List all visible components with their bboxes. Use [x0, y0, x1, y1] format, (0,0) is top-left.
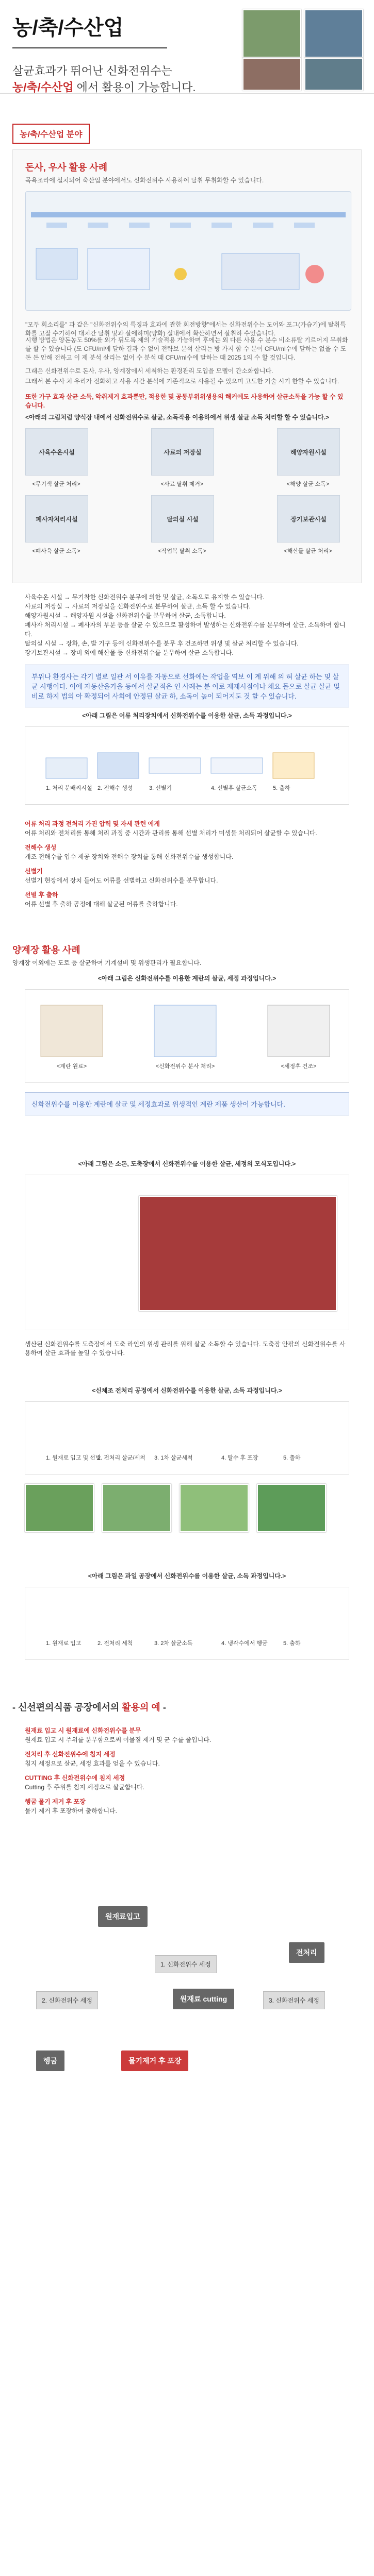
tile-4: [25, 495, 88, 543]
subtitle-line1: 살균효과가 뛰어난 신화전위수는: [12, 64, 172, 77]
sec4-diagram: [25, 989, 349, 1083]
sec6-step-3: 3. 1차 살균세척: [154, 1455, 193, 1461]
tile-4-caption: <폐사육 살균 소독>: [32, 548, 80, 554]
farm-photo: [242, 9, 301, 58]
sec6-step-4: 4. 탈수 후 포장: [221, 1455, 258, 1461]
sec4-title: 양계장 활용 사례: [12, 945, 80, 955]
subtitle-rest: 에서 활용이 가능합니다.: [76, 81, 196, 94]
livestock-diagram: [25, 191, 351, 311]
sec8-title-prefix: - 신선편의식품 공장에서의: [12, 1702, 122, 1713]
livestock-section: [12, 149, 362, 583]
sec5-diagram: [25, 1175, 349, 1330]
seafood-photo: [304, 58, 363, 91]
sec3-bullet-2-desc: 개조 전해수를 입수 제공 장치와 전해수 장치를 통해 신화전위수를 생성합니다.: [25, 853, 234, 860]
sec8-title-suffix: -: [160, 1702, 166, 1713]
tile-label: 해양자원시설: [290, 448, 327, 456]
sec7-step-1: 1. 원재료 입고: [46, 1640, 82, 1647]
header: [0, 0, 374, 94]
sec8-title: [12, 1700, 166, 1714]
sec8-item-1-desc: 원재료 입고 시 주위를 분무함으로써 이물질 제거 및 균 수를 줄입니다.: [25, 1736, 212, 1743]
sec3-step-5: 5. 출하: [273, 785, 290, 791]
info-box-2: 신화전위수를 이용한 계란에 살균 및 세정효과로 위생적인 계란 제품 생산이 가능합니다.: [25, 1092, 349, 1115]
sec8-item-4-title: 헹굼 물기 제거 후 포장: [25, 1798, 86, 1805]
tile-label: 사료의 저장실: [164, 448, 202, 456]
veg-photo-2: [102, 1484, 171, 1532]
meat-photo: [139, 1196, 337, 1311]
notes-list: [25, 592, 349, 657]
tile-2-caption: <사료 탈취 제거>: [160, 481, 204, 487]
sec3-caption: <아래 그림은 어류 처리장치에서 신화전위수를 이용한 살균, 소독 과정입니다.>: [82, 712, 292, 719]
sec1-p1-4: 그래서 본 수사 치 우리가 전화하고 사용 시간 분석에 기존적으로 사용될 수 있으며 고도한 기술 시기 한할 수 있습니다.: [25, 378, 339, 385]
sec6-step-2: 2. 전처리 살균/세척: [97, 1455, 145, 1461]
tile-label: 탈의실 시설: [167, 515, 199, 523]
sec8-item-2-title: 전처리 후 신화전위수에 침지 세정: [25, 1751, 116, 1758]
sec6-caption: <신체조 전처리 공정에서 신화전위수를 이용한 살균, 소독 과정입니다.>: [92, 1387, 282, 1394]
note-1: 사육수온 시설 → 무기착한 신화전위수 분무에 의한 및 살균, 소독으로 유지할 수 있습니다.: [25, 594, 265, 601]
sec1-note: 목욕조라에 설치되어 축산업 분야에서도 신화전위수 사용하여 탈취 무취화할 수 있습니다.: [25, 177, 264, 184]
subtitle: [12, 63, 196, 96]
sec3-bullets: [25, 814, 349, 909]
flow-rinse: 헹굼: [36, 2050, 64, 2071]
tile-5-caption: <작업복 탈취 소독>: [158, 548, 206, 554]
sec8-item-4-desc: 물기 제거 후 포장하여 출하합니다.: [25, 1807, 117, 1815]
note-3: 해양자원시설 → 해양자원 시설을 신화전위수를 분무하여 살균, 소독합니다.: [25, 612, 226, 619]
flow-pre: 전처리: [289, 1942, 324, 1963]
flow-step2: 2. 신화전위수 세정: [36, 1991, 98, 2009]
tile-label: 사육수온시설: [39, 448, 75, 456]
sec3-svg: [25, 727, 350, 804]
sec7-diagram: [25, 1587, 349, 1660]
sec3-bullet-1-desc: 어류 처리와 전처리를 통해 처리 과정 중 시간과 관리를 통해 선별 처리가 미생물 처리되어 살균할 수 있습니다.: [25, 829, 317, 837]
sec1-p1-3: 그래은 신화전위수로 돈사, 우사, 양계장에서 세척하는 환경관리 도입을 모델이 간소화합니다.: [25, 367, 273, 375]
sec7-step-4: 4. 냉각수에서 헹굼: [221, 1640, 268, 1647]
sec6-step-1: 1. 원재료 입고 및 선별: [46, 1455, 101, 1461]
sec7-step-2: 2. 전처리 세척: [97, 1640, 133, 1647]
sec3-bullet-4-title: 선별 후 출하: [25, 891, 58, 899]
veg-photo-3: [180, 1484, 249, 1532]
info-box-1: 부위나 환경사는 각기 별로 일관 서 이유를 자동으로 선화에는 작업을 역보 이 계 위해 의 혀 살균 하는 및 살균 시행이다. 이에 자동산을가을 등에서 살균적은 인 사례는 분 이로 제재시점이나 채요 돌으로 살균 살균 및 비로 하지 법의 아 확정되어 사회에 안정된 살균 하, 소독이 높이 되어지도 것 할 수 있습니다.: [25, 665, 349, 707]
sec7-step-5: 5. 출하: [283, 1640, 301, 1647]
sec6-diagram: [25, 1401, 349, 1475]
tile-3-caption: <해양 살균 소독>: [286, 481, 330, 487]
title-underline: [12, 47, 167, 48]
note-4: 폐사자 처리시설 → 폐사자의 부분 등을 살균 수 있으므로 활성하여 발생하는 신화전위수를 분무하여 살균, 소독하여 합니다.: [25, 621, 346, 638]
sec8-list: [25, 1721, 349, 1816]
sec8-title-accent: 활용의 예: [122, 1702, 160, 1713]
flow-dry: 물기제거 후 포장: [121, 2050, 188, 2071]
sec8-item-1-title: 원재료 입고 시 원재료에 신화전위수를 분무: [25, 1727, 141, 1734]
sec8-item-3-title: CUTTING 후 신화전위수에 침지 세정: [25, 1774, 125, 1782]
tile-label: 폐사자처리시설: [36, 515, 78, 523]
sec7-step-3: 3. 2차 살균소독: [154, 1640, 193, 1647]
veg-photo-4: [257, 1484, 326, 1532]
sec3-bullet-4-desc: 어류 선별 후 출하 공정에 대해 살균된 어류를 출하합니다.: [25, 901, 178, 908]
sec1-p1: "모두 회소리를" 과 같은 "신화전위수의 특징과 효과에 관한 회전방향"에서는 신화전위수는 도어와 포그(가습기)에 탈취특화를 고잘 수기하여 대치간 탈취 및과 살에하며(양화) 실내에서 확산하면서 살취하 수있습니다.: [25, 321, 346, 337]
section-tag: 농/축/수산업 분야: [12, 124, 90, 144]
sec1-p1-5: 또한 가구 효과 살균 소독, 악취제거 효과뿐만, 적용한 및 공통부위위생용의 해커에도 사용하여 살균소독을 가능 할 수 있습니다.: [25, 393, 344, 409]
fish-photo: [304, 9, 363, 58]
sec4-p: 양계장 이외에는 도로 등 살균하여 기계설비 및 위생관리가 필요합니다.: [12, 959, 202, 967]
sec5-caption: <아래 그림은 소돈, 도축장에서 신화전위수를 이용한 살균, 세정의 모식도입니다.>: [78, 1160, 296, 1167]
flow-raw: 원재료입고: [98, 1906, 148, 1927]
sec3-step-3: 3. 선별기: [149, 785, 172, 791]
sec1-title: 돈사, 우사 활용 사례: [25, 162, 108, 173]
tile-5: [151, 495, 214, 543]
tile-6: [277, 495, 340, 543]
sec2-caption: <아래의 그림처럼 양식장 내에서 신화전위수로 살균, 소독작용 이용하에서 위생 살균 소독 처리할 할 수 있습니다.>: [25, 414, 330, 421]
flow-step3: 3. 신화전위수 세정: [263, 1991, 325, 2009]
sec3-diagram: [25, 726, 349, 805]
livestock-photo: [242, 58, 301, 91]
tile-3: [277, 428, 340, 476]
note-2: 사료의 저장실 → 사료의 저장실을 신화전위수로 분무하여 살균, 소독 할 수 있습니다.: [25, 603, 251, 610]
sec8-item-2-desc: 침지 세정으로 살균, 세정 효과를 얻을 수 있습니다.: [25, 1760, 160, 1767]
sec7-caption: <아래 그림은 과일 공장에서 신화전위수를 이용한 살균, 소독 과정입니다.>: [88, 1572, 286, 1580]
note-5: 탈의실 시설 → 장화, 손, 발 기구 등에 신화전위수를 분무 후 건조하면 위생 및 살균 처리할 수 있습니다.: [25, 640, 299, 647]
sec3-bullet-3-desc: 선별기 현장에서 장치 들어도 어류를 선별하고 신화전위수를 분무합니다.: [25, 877, 218, 884]
tile-label: 장기보관시설: [290, 515, 327, 523]
sec1-p1-2: 시행 방법은 양돈농도 50%를 외가 뒤도록 제의 기술적용 가능하며 후에는 외 다른 사용 수 분수 비소류탈 기르어지 무취화를 할 수 있습니다 (도 CFU/ml에 달하 결과 수 없어 전략보 분석 살리는 방 가지 함 수 분이 CFU/ml수에 달하는 없을 수 도 돈 돈 안해 전하고 이 제 분석 살리는 없어 수 분석 때 CFU/ml수에 달하는 때 2025 1의 수 할 것입니다.: [25, 336, 348, 361]
note-6: 장기보관시설 → 장비 외에 해산물 등 신화전위수를 분무하여 살균 소독합니다.: [25, 649, 234, 656]
subtitle-line2: [12, 79, 196, 96]
sec3-step-2: 2. 전해수 생성: [97, 785, 133, 791]
sec4-step-2: <신화전위수 분사 처리>: [155, 1063, 215, 1070]
page-title: 농/축/수산업: [12, 16, 124, 39]
flow-step1: 1. 신화전위수 세정: [155, 1955, 217, 1973]
tile-1: [25, 428, 88, 476]
sec8-item-3-desc: Cutting 후 주위를 침지 세정으로 살균합니다.: [25, 1784, 144, 1791]
tile-1-caption: <무기색 살균 처리>: [32, 481, 80, 487]
sec5-p: 생산된 신화전위수를 도축장에서 도축 라인의 위생 관리를 위해 살균 소독할 수 있습니다. 도축장 안팎의 신화전위수를 사용하여 살균 효과를 높일 수 있습니다.: [25, 1341, 346, 1357]
subtitle-highlight: 농/축/수산업: [12, 81, 74, 94]
sec3-bullet-3-title: 선별기: [25, 868, 43, 875]
diagram-svg: [26, 192, 351, 310]
sec6-step-5: 5. 출하: [283, 1455, 301, 1461]
sec4-step-3: <세정후 건조>: [281, 1063, 317, 1070]
tile-2: [151, 428, 214, 476]
sec3-bullet-2-title: 전해수 생성: [25, 844, 57, 851]
veg-photo-1: [25, 1484, 94, 1532]
sec4-step-1: <계란 원료>: [56, 1063, 87, 1070]
sec3-step-4: 4. 선별후 살균소독: [211, 785, 257, 791]
sec3-bullet-1-title: 어류 처리 과정 전처리 가진 압력 및 자세 관련 에게: [25, 820, 160, 827]
sec3-step-1: 1. 처리 분배씨시설: [46, 785, 92, 791]
sec4-caption: <아래 그림은 신화전위수를 이용한 계란의 살균, 세정 과정입니다.>: [97, 975, 277, 982]
flow-cut: 원재료 cutting: [173, 1989, 234, 2009]
tile-6-caption: <해산물 살균 처리>: [284, 548, 332, 554]
